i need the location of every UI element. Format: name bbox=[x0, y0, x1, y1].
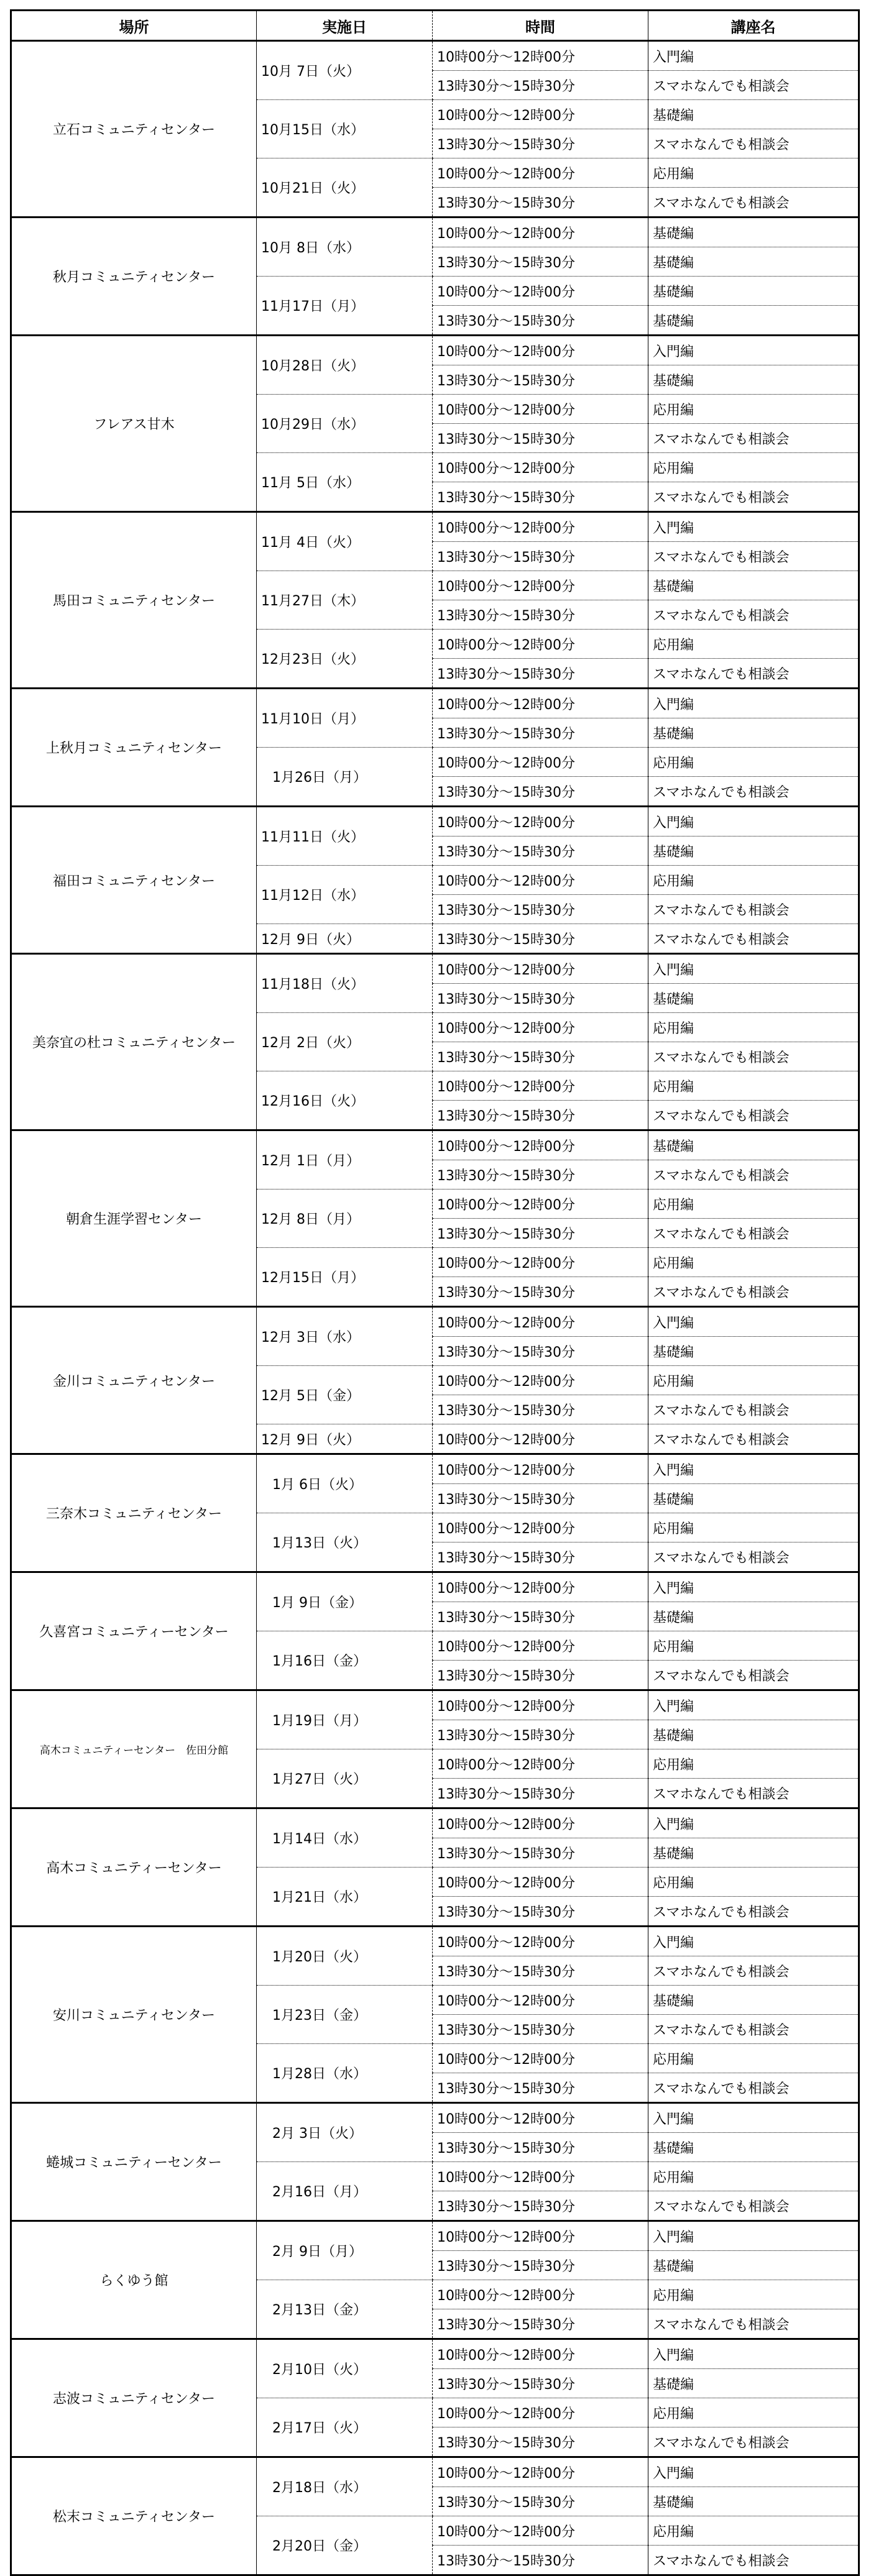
course-cell: 基礎編 bbox=[648, 2369, 859, 2398]
venue-cell: 秋月コミュニティセンター bbox=[11, 218, 257, 336]
course-cell: 基礎編 bbox=[648, 247, 859, 277]
date-cell: 12月 2日（火） bbox=[257, 1013, 433, 1071]
time-cell: 10時00分～12時00分 bbox=[433, 2398, 648, 2427]
course-cell: 基礎編 bbox=[648, 1337, 859, 1366]
table-row bbox=[11, 41, 859, 71]
time-cell: 13時30分～15時30分 bbox=[433, 777, 648, 807]
time-cell: 10時00分～12時00分 bbox=[433, 1248, 648, 1277]
time-cell: 10時00分～12時00分 bbox=[433, 1307, 648, 1337]
time-cell: 13時30分～15時30分 bbox=[433, 1160, 648, 1189]
course-cell: 応用編 bbox=[648, 1631, 859, 1661]
course-cell: 入門編 bbox=[648, 1307, 859, 1337]
course-cell: 応用編 bbox=[648, 630, 859, 659]
course-cell: スマホなんでも相談会 bbox=[648, 659, 859, 689]
date-cell: 11月11日（火） bbox=[257, 807, 433, 866]
course-cell: スマホなんでも相談会 bbox=[648, 895, 859, 924]
time-cell: 13時30分～15時30分 bbox=[433, 895, 648, 924]
course-cell: 基礎編 bbox=[648, 306, 859, 336]
time-cell: 10時00分～12時00分 bbox=[433, 1572, 648, 1602]
time-cell: 10時00分～12時00分 bbox=[433, 2457, 648, 2487]
course-cell: 応用編 bbox=[648, 1513, 859, 1542]
course-cell: スマホなんでも相談会 bbox=[648, 2191, 859, 2221]
time-cell: 10時00分～12時00分 bbox=[433, 1366, 648, 1395]
table-row bbox=[11, 807, 859, 837]
course-cell: スマホなんでも相談会 bbox=[648, 482, 859, 512]
date-cell: 2月10日（火） bbox=[257, 2339, 433, 2398]
time-cell: 10時00分～12時00分 bbox=[433, 1454, 648, 1484]
venue-cell: 美奈宜の杜コミュニティセンター bbox=[11, 954, 257, 1130]
date-cell: 12月23日（火） bbox=[257, 630, 433, 689]
course-cell: 基礎編 bbox=[648, 100, 859, 129]
time-cell: 10時00分～12時00分 bbox=[433, 807, 648, 837]
header-row bbox=[11, 11, 859, 41]
date-cell: 12月 1日（月） bbox=[257, 1130, 433, 1189]
header-course: 講座名 bbox=[648, 11, 859, 41]
course-cell: 基礎編 bbox=[648, 837, 859, 866]
date-cell: 12月 3日（水） bbox=[257, 1307, 433, 1366]
time-cell: 13時30分～15時30分 bbox=[433, 129, 648, 158]
course-cell: 応用編 bbox=[648, 2280, 859, 2309]
time-cell: 10時00分～12時00分 bbox=[433, 2221, 648, 2251]
time-cell: 13時30分～15時30分 bbox=[433, 188, 648, 218]
course-cell: 入門編 bbox=[648, 1572, 859, 1602]
date-cell: 12月15日（月） bbox=[257, 1248, 433, 1307]
date-cell: 1月16日（金） bbox=[257, 1631, 433, 1690]
date-cell: 1月13日（火） bbox=[257, 1513, 433, 1572]
course-cell: スマホなんでも相談会 bbox=[648, 1661, 859, 1690]
time-cell: 13時30分～15時30分 bbox=[433, 837, 648, 866]
time-cell: 13時30分～15時30分 bbox=[433, 365, 648, 395]
time-cell: 10時00分～12時00分 bbox=[433, 2103, 648, 2133]
course-cell: 基礎編 bbox=[648, 365, 859, 395]
course-cell: スマホなんでも相談会 bbox=[648, 777, 859, 807]
course-cell: 応用編 bbox=[648, 1248, 859, 1277]
date-cell: 1月23日（金） bbox=[257, 1986, 433, 2044]
time-cell: 10時00分～12時00分 bbox=[433, 866, 648, 895]
time-cell: 13時30分～15時30分 bbox=[433, 424, 648, 453]
venue-cell: 蜷城コミュニティーセンター bbox=[11, 2103, 257, 2221]
time-cell: 13時30分～15時30分 bbox=[433, 1219, 648, 1248]
course-cell: 入門編 bbox=[648, 2103, 859, 2133]
date-cell: 1月20日（火） bbox=[257, 1927, 433, 1986]
time-cell: 10時00分～12時00分 bbox=[433, 512, 648, 542]
time-cell: 10時00分～12時00分 bbox=[433, 100, 648, 129]
course-cell: スマホなんでも相談会 bbox=[648, 1160, 859, 1189]
course-cell: スマホなんでも相談会 bbox=[648, 424, 859, 453]
date-cell: 11月12日（水） bbox=[257, 866, 433, 924]
course-cell: 基礎編 bbox=[648, 1986, 859, 2015]
course-cell: 基礎編 bbox=[648, 718, 859, 748]
date-cell: 12月 9日（火） bbox=[257, 1424, 433, 1454]
venue-cell: 志波コミュニティセンター bbox=[11, 2339, 257, 2457]
course-cell: 入門編 bbox=[648, 689, 859, 718]
table-header bbox=[11, 11, 859, 41]
course-cell: 入門編 bbox=[648, 1690, 859, 1720]
venue-cell: 安川コミュニティセンター bbox=[11, 1927, 257, 2103]
time-cell: 10時00分～12時00分 bbox=[433, 571, 648, 600]
date-cell: 12月 8日（月） bbox=[257, 1189, 433, 1248]
course-cell: スマホなんでも相談会 bbox=[648, 188, 859, 218]
date-cell: 11月18日（火） bbox=[257, 954, 433, 1013]
date-cell: 1月27日（火） bbox=[257, 1749, 433, 1808]
time-cell: 10時00分～12時00分 bbox=[433, 1013, 648, 1042]
course-cell: スマホなんでも相談会 bbox=[648, 71, 859, 100]
time-cell: 13時30分～15時30分 bbox=[433, 1661, 648, 1690]
header-venue: 場所 bbox=[11, 11, 257, 41]
time-cell: 10時00分～12時00分 bbox=[433, 158, 648, 188]
date-cell: 1月19日（月） bbox=[257, 1690, 433, 1749]
time-cell: 10時00分～12時00分 bbox=[433, 41, 648, 71]
date-cell: 11月10日（月） bbox=[257, 689, 433, 748]
header-time: 時間 bbox=[433, 11, 648, 41]
time-cell: 13時30分～15時30分 bbox=[433, 247, 648, 277]
time-cell: 10時00分～12時00分 bbox=[433, 2162, 648, 2191]
date-cell: 10月29日（水） bbox=[257, 395, 433, 453]
time-cell: 13時30分～15時30分 bbox=[433, 2015, 648, 2044]
course-cell: スマホなんでも相談会 bbox=[648, 1897, 859, 1927]
date-cell: 12月 9日（火） bbox=[257, 924, 433, 954]
course-cell: 基礎編 bbox=[648, 277, 859, 306]
venue-cell: 金川コミュニティセンター bbox=[11, 1307, 257, 1454]
table-row bbox=[11, 1454, 859, 1484]
time-cell: 10時00分～12時00分 bbox=[433, 1749, 648, 1779]
time-cell: 10時00分～12時00分 bbox=[433, 689, 648, 718]
table-row bbox=[11, 336, 859, 365]
date-cell: 1月 9日（金） bbox=[257, 1572, 433, 1631]
time-cell: 13時30分～15時30分 bbox=[433, 482, 648, 512]
course-cell: スマホなんでも相談会 bbox=[648, 542, 859, 571]
date-cell: 1月26日（月） bbox=[257, 748, 433, 807]
table-row bbox=[11, 512, 859, 542]
course-cell: 基礎編 bbox=[648, 571, 859, 600]
course-cell: 入門編 bbox=[648, 807, 859, 837]
venue-cell: 三奈木コミュニティセンター bbox=[11, 1454, 257, 1572]
time-cell: 13時30分～15時30分 bbox=[433, 2546, 648, 2575]
time-cell: 13時30分～15時30分 bbox=[433, 1337, 648, 1366]
time-cell: 10時00分～12時00分 bbox=[433, 2516, 648, 2546]
course-cell: 基礎編 bbox=[648, 218, 859, 247]
time-cell: 13時30分～15時30分 bbox=[433, 2251, 648, 2280]
course-cell: 応用編 bbox=[648, 158, 859, 188]
table-body bbox=[11, 41, 859, 2575]
course-cell: 入門編 bbox=[648, 1927, 859, 1956]
date-cell: 2月16日（月） bbox=[257, 2162, 433, 2221]
time-cell: 13時30分～15時30分 bbox=[433, 1838, 648, 1868]
time-cell: 13時30分～15時30分 bbox=[433, 542, 648, 571]
table-row bbox=[11, 689, 859, 718]
table-row bbox=[11, 1130, 859, 1160]
time-cell: 10時00分～12時00分 bbox=[433, 954, 648, 984]
course-cell: スマホなんでも相談会 bbox=[648, 2015, 859, 2044]
header-date: 実施日 bbox=[257, 11, 433, 41]
venue-cell: 立石コミュニティセンター bbox=[11, 41, 257, 218]
date-cell: 2月20日（金） bbox=[257, 2516, 433, 2575]
course-cell: スマホなんでも相談会 bbox=[648, 1101, 859, 1130]
date-cell: 1月14日（水） bbox=[257, 1808, 433, 1868]
time-cell: 13時30分～15時30分 bbox=[433, 2133, 648, 2162]
date-cell: 10月21日（火） bbox=[257, 158, 433, 218]
course-cell: 入門編 bbox=[648, 1808, 859, 1838]
course-cell: 応用編 bbox=[648, 748, 859, 777]
course-cell: スマホなんでも相談会 bbox=[648, 2073, 859, 2103]
time-cell: 10時00分～12時00分 bbox=[433, 1808, 648, 1838]
time-cell: 10時00分～12時00分 bbox=[433, 1513, 648, 1542]
course-cell: 応用編 bbox=[648, 2398, 859, 2427]
course-cell: 応用編 bbox=[648, 395, 859, 424]
table-row bbox=[11, 2221, 859, 2251]
venue-cell: 福田コミュニティセンター bbox=[11, 807, 257, 954]
course-cell: 応用編 bbox=[648, 2516, 859, 2546]
course-cell: スマホなんでも相談会 bbox=[648, 1395, 859, 1424]
time-cell: 10時00分～12時00分 bbox=[433, 1986, 648, 2015]
time-cell: 10時00分～12時00分 bbox=[433, 1130, 648, 1160]
time-cell: 10時00分～12時00分 bbox=[433, 1189, 648, 1219]
venue-cell: フレアス甘木 bbox=[11, 336, 257, 512]
time-cell: 13時30分～15時30分 bbox=[433, 1101, 648, 1130]
time-cell: 13時30分～15時30分 bbox=[433, 1542, 648, 1572]
time-cell: 10時00分～12時00分 bbox=[433, 395, 648, 424]
date-cell: 1月 6日（火） bbox=[257, 1454, 433, 1513]
time-cell: 10時00分～12時00分 bbox=[433, 1868, 648, 1897]
time-cell: 10時00分～12時00分 bbox=[433, 277, 648, 306]
venue-cell: 松末コミュニティセンター bbox=[11, 2457, 257, 2575]
table-row bbox=[11, 1927, 859, 1956]
time-cell: 13時30分～15時30分 bbox=[433, 1602, 648, 1631]
time-cell: 13時30分～15時30分 bbox=[433, 1395, 648, 1424]
course-cell: スマホなんでも相談会 bbox=[648, 129, 859, 158]
course-cell: 応用編 bbox=[648, 866, 859, 895]
course-cell: スマホなんでも相談会 bbox=[648, 1542, 859, 1572]
table-row bbox=[11, 1572, 859, 1602]
course-cell: スマホなんでも相談会 bbox=[648, 1219, 859, 1248]
time-cell: 13時30分～15時30分 bbox=[433, 2369, 648, 2398]
date-cell: 11月 4日（火） bbox=[257, 512, 433, 571]
venue-cell: らくゆう館 bbox=[11, 2221, 257, 2339]
course-cell: スマホなんでも相談会 bbox=[648, 600, 859, 630]
table-row bbox=[11, 954, 859, 984]
course-cell: 応用編 bbox=[648, 1366, 859, 1395]
date-cell: 10月 7日（火） bbox=[257, 41, 433, 100]
course-cell: 入門編 bbox=[648, 41, 859, 71]
time-cell: 10時00分～12時00分 bbox=[433, 1071, 648, 1101]
time-cell: 10時00分～12時00分 bbox=[433, 1927, 648, 1956]
time-cell: 13時30分～15時30分 bbox=[433, 984, 648, 1013]
time-cell: 13時30分～15時30分 bbox=[433, 1277, 648, 1307]
course-cell: 基礎編 bbox=[648, 2487, 859, 2516]
time-cell: 10時00分～12時00分 bbox=[433, 2044, 648, 2073]
course-cell: 入門編 bbox=[648, 2457, 859, 2487]
course-cell: スマホなんでも相談会 bbox=[648, 2546, 859, 2575]
date-cell: 2月18日（水） bbox=[257, 2457, 433, 2516]
course-cell: 入門編 bbox=[648, 512, 859, 542]
table-row bbox=[11, 218, 859, 247]
time-cell: 10時00分～12時00分 bbox=[433, 1631, 648, 1661]
course-cell: スマホなんでも相談会 bbox=[648, 2309, 859, 2339]
time-cell: 10時00分～12時00分 bbox=[433, 1690, 648, 1720]
course-cell: 応用編 bbox=[648, 1013, 859, 1042]
venue-cell: 朝倉生涯学習センター bbox=[11, 1130, 257, 1307]
date-cell: 1月28日（水） bbox=[257, 2044, 433, 2103]
course-cell: 基礎編 bbox=[648, 1130, 859, 1160]
course-cell: スマホなんでも相談会 bbox=[648, 1779, 859, 1808]
course-cell: 入門編 bbox=[648, 2221, 859, 2251]
date-cell: 1月21日（水） bbox=[257, 1868, 433, 1927]
course-cell: 応用編 bbox=[648, 1189, 859, 1219]
course-cell: スマホなんでも相談会 bbox=[648, 924, 859, 954]
table-row bbox=[11, 2339, 859, 2369]
course-cell: 基礎編 bbox=[648, 1484, 859, 1513]
course-cell: スマホなんでも相談会 bbox=[648, 1042, 859, 1071]
table-row bbox=[11, 1307, 859, 1337]
time-cell: 13時30分～15時30分 bbox=[433, 600, 648, 630]
date-cell: 2月 3日（火） bbox=[257, 2103, 433, 2162]
time-cell: 13時30分～15時30分 bbox=[433, 2309, 648, 2339]
course-cell: 応用編 bbox=[648, 1868, 859, 1897]
time-cell: 10時00分～12時00分 bbox=[433, 2339, 648, 2369]
time-cell: 13時30分～15時30分 bbox=[433, 1956, 648, 1986]
time-cell: 13時30分～15時30分 bbox=[433, 306, 648, 336]
date-cell: 12月16日（火） bbox=[257, 1071, 433, 1130]
date-cell: 2月13日（金） bbox=[257, 2280, 433, 2339]
venue-cell: 高木コミュニティーセンター 佐田分館 bbox=[11, 1690, 257, 1808]
course-cell: 基礎編 bbox=[648, 2251, 859, 2280]
course-cell: スマホなんでも相談会 bbox=[648, 2427, 859, 2457]
time-cell: 10時00分～12時00分 bbox=[433, 2280, 648, 2309]
course-cell: 応用編 bbox=[648, 1749, 859, 1779]
course-cell: スマホなんでも相談会 bbox=[648, 1277, 859, 1307]
time-cell: 13時30分～15時30分 bbox=[433, 1042, 648, 1071]
date-cell: 12月 5日（金） bbox=[257, 1366, 433, 1424]
course-cell: スマホなんでも相談会 bbox=[648, 1424, 859, 1454]
date-cell: 11月 5日（水） bbox=[257, 453, 433, 512]
time-cell: 13時30分～15時30分 bbox=[433, 2073, 648, 2103]
course-cell: 入門編 bbox=[648, 2339, 859, 2369]
course-cell: 応用編 bbox=[648, 453, 859, 482]
course-cell: 基礎編 bbox=[648, 1838, 859, 1868]
course-cell: 応用編 bbox=[648, 2162, 859, 2191]
course-cell: 入門編 bbox=[648, 954, 859, 984]
course-cell: 基礎編 bbox=[648, 2133, 859, 2162]
time-cell: 13時30分～15時30分 bbox=[433, 718, 648, 748]
date-cell: 2月17日（火） bbox=[257, 2398, 433, 2457]
table-row bbox=[11, 2457, 859, 2487]
time-cell: 13時30分～15時30分 bbox=[433, 2487, 648, 2516]
time-cell: 13時30分～15時30分 bbox=[433, 1720, 648, 1749]
venue-cell: 高木コミュニティーセンター bbox=[11, 1808, 257, 1927]
course-cell: 応用編 bbox=[648, 2044, 859, 2073]
time-cell: 10時00分～12時00分 bbox=[433, 218, 648, 247]
table-row bbox=[11, 2103, 859, 2133]
venue-cell: 上秋月コミュニティセンター bbox=[11, 689, 257, 807]
time-cell: 10時00分～12時00分 bbox=[433, 748, 648, 777]
time-cell: 13時30分～15時30分 bbox=[433, 924, 648, 954]
time-cell: 10時00分～12時00分 bbox=[433, 630, 648, 659]
time-cell: 13時30分～15時30分 bbox=[433, 1779, 648, 1808]
date-cell: 10月15日（水） bbox=[257, 100, 433, 158]
time-cell: 10時00分～12時00分 bbox=[433, 453, 648, 482]
course-cell: 基礎編 bbox=[648, 984, 859, 1013]
time-cell: 13時30分～15時30分 bbox=[433, 1897, 648, 1927]
date-cell: 10月28日（火） bbox=[257, 336, 433, 395]
course-cell: 基礎編 bbox=[648, 1720, 859, 1749]
table-row bbox=[11, 1690, 859, 1720]
venue-cell: 馬田コミュニティセンター bbox=[11, 512, 257, 689]
time-cell: 10時00分～12時00分 bbox=[433, 336, 648, 365]
time-cell: 13時30分～15時30分 bbox=[433, 71, 648, 100]
course-cell: 応用編 bbox=[648, 1071, 859, 1101]
schedule-table bbox=[10, 9, 860, 2576]
date-cell: 2月 9日（月） bbox=[257, 2221, 433, 2280]
time-cell: 13時30分～15時30分 bbox=[433, 2427, 648, 2457]
date-cell: 11月17日（月） bbox=[257, 277, 433, 336]
course-cell: 基礎編 bbox=[648, 1602, 859, 1631]
course-cell: スマホなんでも相談会 bbox=[648, 1956, 859, 1986]
time-cell: 13時30分～15時30分 bbox=[433, 2191, 648, 2221]
table-row bbox=[11, 1808, 859, 1838]
date-cell: 10月 8日（水） bbox=[257, 218, 433, 277]
date-cell: 11月27日（木） bbox=[257, 571, 433, 630]
course-cell: 入門編 bbox=[648, 1454, 859, 1484]
venue-cell: 久喜宮コミュニティーセンター bbox=[11, 1572, 257, 1690]
time-cell: 13時30分～15時30分 bbox=[433, 659, 648, 689]
time-cell: 10時00分～12時00分 bbox=[433, 1424, 648, 1454]
time-cell: 13時30分～15時30分 bbox=[433, 1484, 648, 1513]
course-cell: 入門編 bbox=[648, 336, 859, 365]
